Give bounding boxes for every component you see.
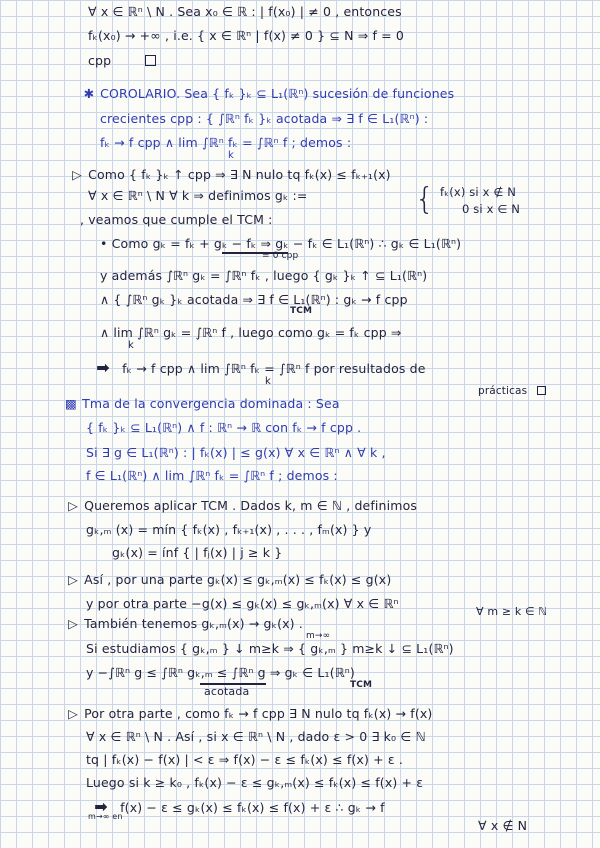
text-line: Si ∃ g ∈ L₁(ℝⁿ) : | fₖ(x) | ≤ g(x) ∀ x ∈ ℝⁿ ∧ ∀ k , <box>86 445 386 460</box>
annotation-note: acotada <box>204 685 250 698</box>
triangle-bullet-icon: ▷ <box>68 616 78 631</box>
annotation-note <box>478 383 546 399</box>
annotation-note: m→∞ en <box>88 812 123 821</box>
text-fragment: Así , por una parte gₖ(x) ≤ gₖ,ₘ(x) ≤ fₖ(x) ≤ g(x) <box>84 572 392 587</box>
text-line: , veamos que cumple el TCM : <box>80 212 273 227</box>
triangle-bullet-icon: ▷ <box>68 572 78 587</box>
text-line: ∀ x ∈ ℝⁿ \ N . Sea x₀ ∈ ℝ : | f(x₀) | ≠ 0 , entonces <box>88 4 402 19</box>
text-fragment: fₖ → f cpp ∧ lim ∫ℝⁿ fₖ = ∫ℝⁿ f por resultados de <box>122 361 426 376</box>
text-fragment: Por otra parte , como fₖ → f cpp ∃ N nulo tq fₖ(x) → f(x) <box>84 706 433 721</box>
text-line: y por otra parte −g(x) ≤ gₖ(x) ≤ gₖ,ₘ(x) ∀ x ∈ ℝⁿ <box>86 596 399 611</box>
triangle-bullet-icon: ▷ <box>68 706 78 721</box>
bold-arrow-icon: ➡ <box>96 358 110 377</box>
text-line: tq | fₖ(x) − f(x) | < ε ⇒ f(x) − ε ≤ fₖ(x) ≤ f(x) + ε . <box>86 752 403 767</box>
text-line: Luego si k ≥ k₀ , fₖ(x) − ε ≤ gₖ,ₘ(x) ≤ fₖ(x) ≤ f(x) + ε <box>86 775 424 790</box>
text-fragment: Tma de la convergencia dominada : Sea <box>82 396 340 411</box>
limit-subscript: k <box>265 376 271 387</box>
triangle-bullet-icon: ▷ <box>72 167 82 182</box>
qed-box-icon <box>537 386 546 395</box>
text-line <box>66 498 417 514</box>
shaded-box-icon: ▩ <box>65 396 77 411</box>
bold-arrow-icon: ➡ <box>94 797 108 816</box>
text-line: crecientes cpp : { ∫ℝⁿ fₖ }ₖ acotada ⇒ ∃ f ∈ L₁(ℝⁿ) : <box>100 111 429 126</box>
text-line: ∀ x ∉ N <box>478 818 528 833</box>
text-line: 0 si x ∈ N <box>462 202 521 216</box>
limit-subscript: k <box>128 340 134 351</box>
text-line: fₖ(x₀) → +∞ , i.e. { x ∈ ℝⁿ | f(x) ≠ 0 } ⊆ N ⇒ f = 0 <box>88 28 405 43</box>
text-line: Si estudiamos { gₖ,ₘ } ↓ m≥k ⇒ { gₖ,ₘ } m≥k ↓ ⊆ L₁(ℝⁿ) <box>86 641 454 656</box>
text-fragment: Queremos aplicar TCM . Dados k, m ∈ ℕ , definimos <box>84 498 418 513</box>
text-line <box>66 706 432 722</box>
text-line: gₖ(x) = ínf { | fⱼ(x) | j ≥ k } <box>112 545 283 560</box>
text-line: ∀ x ∈ ℝⁿ \ N ∀ k ⇒ definimos gₖ := <box>88 188 308 203</box>
text-line <box>88 360 426 377</box>
text-fragment: cpp <box>88 53 112 68</box>
limit-subscript: k <box>228 150 234 161</box>
text-fragment: f(x) − ε ≤ gₖ(x) ≤ fₖ(x) ≤ f(x) + ε ∴ gₖ → f <box>120 800 385 815</box>
text-line: fₖ → f cpp ∧ lim ∫ℝⁿ fₖ = ∫ℝⁿ f ; demos : <box>100 135 352 150</box>
text-fragment: COROLARIO. Sea { fₖ }ₖ ⊆ L₁(ℝⁿ) sucesión de funciones <box>100 86 455 101</box>
text-line: fₖ(x) si x ∉ N <box>440 185 517 199</box>
text-line: y −∫ℝⁿ g ≤ ∫ℝⁿ gₖ,ₘ ≤ ∫ℝⁿ g ⇒ gₖ ∈ L₁(ℝⁿ) <box>86 665 355 680</box>
text-line <box>88 53 156 69</box>
text-line: ∀ x ∈ ℝⁿ \ N . Así , si x ∈ ℝⁿ \ N , dado ε > 0 ∃ k₀ ∈ ℕ <box>86 729 426 744</box>
star-icon: ✱ <box>83 86 95 101</box>
text-line: ∧ { ∫ℝⁿ gₖ }ₖ acotada ⇒ ∃ f ∈ L₁(ℝⁿ) : gₖ → f cpp <box>100 292 408 307</box>
annotation-note: = 0 cpp <box>262 251 299 261</box>
text-line: • Como gₖ = fₖ + gₖ − fₖ ⇒ gₖ − fₖ ∈ L₁(ℝⁿ) ∴ gₖ ∈ L₁(ℝⁿ) <box>100 236 462 251</box>
text-line: y además ∫ℝⁿ gₖ = ∫ℝⁿ fₖ , luego { gₖ }ₖ ↑ ⊆ L₁(ℝⁿ) <box>100 268 428 283</box>
text-fragment: Como { fₖ }ₖ ↑ cpp ⇒ ∃ N nulo tq fₖ(x) ≤ fₖ₊₁(x) <box>88 167 391 182</box>
text-line <box>66 616 303 632</box>
text-line: gₖ,ₘ (x) = mín { fₖ(x) , fₖ₊₁(x) , . . . , fₘ(x) } y <box>86 522 372 537</box>
text-line <box>86 799 385 816</box>
text-fragment: prácticas <box>478 385 528 397</box>
text-fragment: También tenemos gₖ,ₘ(x) → gₖ(x) . <box>84 616 303 631</box>
corollary-heading <box>82 86 454 102</box>
annotation-note: TCM <box>350 680 373 690</box>
text-line: f ∈ L₁(ℝⁿ) ∧ lim ∫ℝⁿ fₖ = ∫ℝⁿ f ; demos : <box>86 468 338 483</box>
text-line <box>66 572 391 588</box>
theorem-heading <box>64 396 340 412</box>
text-line <box>70 167 391 183</box>
text-line: { fₖ }ₖ ⊆ L₁(ℝⁿ) ∧ f : ℝⁿ → ℝ con fₖ → f cpp . <box>86 420 362 435</box>
text-line: ∧ lim ∫ℝⁿ gₖ = ∫ℝⁿ f , luego como gₖ = fₖ cpp ⇒ <box>100 325 402 340</box>
qed-box-icon <box>145 55 156 66</box>
brace-symbol: { <box>415 182 435 217</box>
triangle-bullet-icon: ▷ <box>68 498 78 513</box>
annotation-note: TCM <box>290 306 313 316</box>
annotation-note: m→∞ <box>306 631 331 641</box>
text-line: ∀ m ≥ k ∈ ℕ <box>476 605 548 618</box>
